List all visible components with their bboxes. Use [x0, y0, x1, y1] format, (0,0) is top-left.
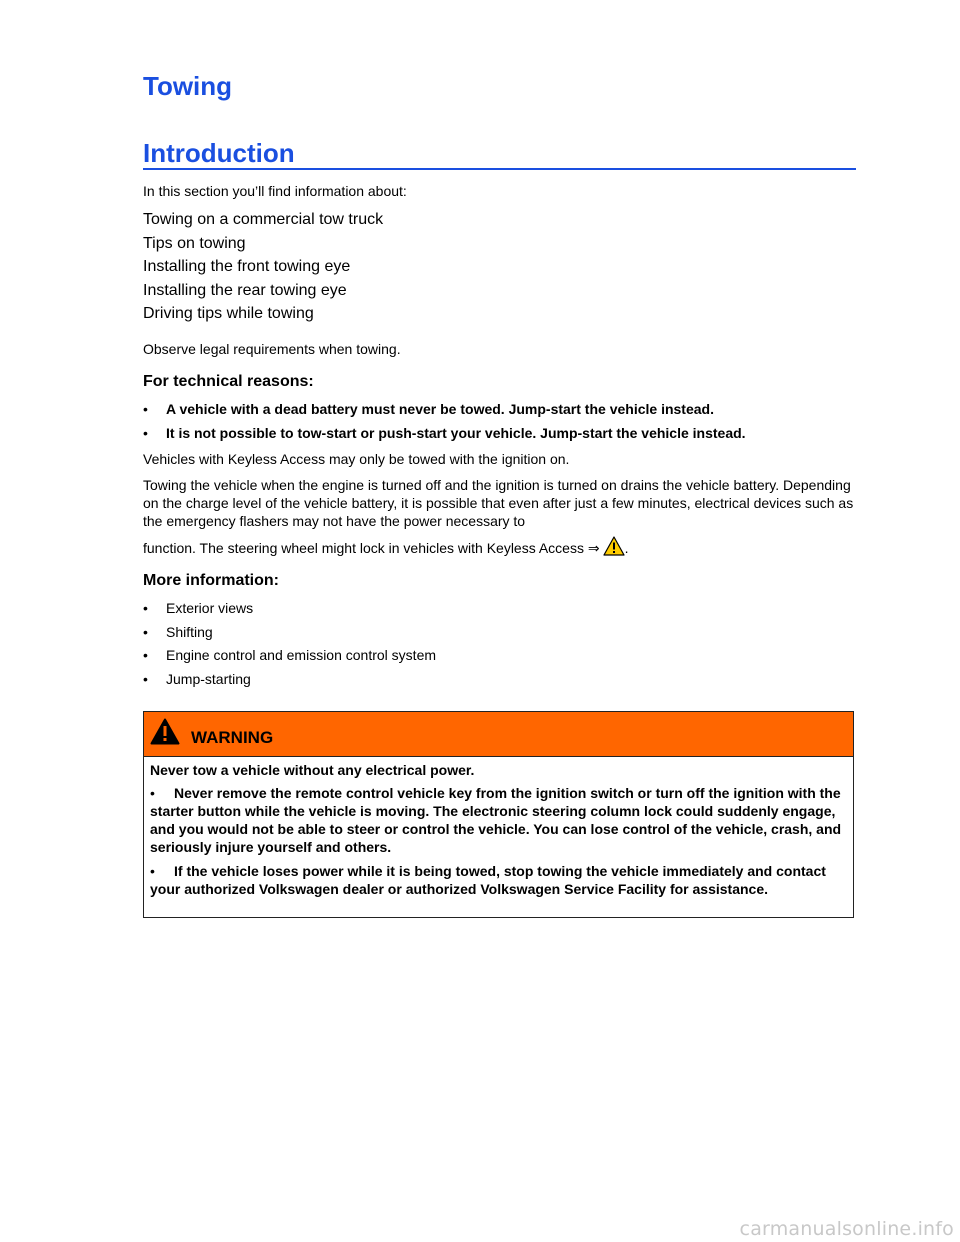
topic-link[interactable]: Towing on a commercial tow truck — [143, 211, 384, 228]
more-info-link[interactable]: • Engine control and emission control system — [143, 646, 436, 664]
more-info-link[interactable]: • Exterior views — [143, 599, 436, 617]
battery-last-text: function. The steering wheel might lock in vehicles with Keyless Access ⇒ — [143, 540, 600, 556]
warning-body — [144, 757, 853, 898]
topic-link[interactable]: Installing the front towing eye — [143, 258, 351, 275]
page-title: Towing — [143, 71, 233, 101]
technical-list — [143, 400, 746, 448]
battery-paragraph — [143, 476, 855, 530]
warning-header — [144, 712, 853, 757]
more-info-list — [143, 599, 436, 693]
warning-triangle-icon[interactable] — [603, 536, 625, 556]
technical-item: • A vehicle with a dead battery must never be towed. Jump-start the vehicle instead. — [143, 400, 746, 418]
topic-link[interactable]: Installing the rear towing eye — [143, 281, 347, 299]
bullet-dot: • — [150, 785, 155, 801]
warning-item-text: If the vehicle loses power while it is being towed, stop towing the vehicle immediately and contact your authorized Volkswagen dealer or authorized Volkswagen Service Facility for assistance. — [150, 863, 826, 897]
more-info-heading: More information: — [143, 572, 279, 589]
topic-list — [143, 208, 383, 326]
section-heading: Introduction — [143, 138, 295, 168]
keyless-note: Vehicles with Keyless Access may only be towed with the ignition on. — [143, 451, 570, 467]
warning-item-text: Never remove the remote control vehicle key from the ignition switch or turn off the ignition with the starter button while the vehicle is moving. The electronic steering column lock could suddenly engage, and you would not be able to steer or control the vehicle. You can lose control of the vehicle, crash, and seriously injure yourself and others. — [150, 785, 842, 855]
warning-item — [150, 862, 847, 898]
lead-text: In this section you’ll find information about: — [143, 183, 407, 199]
topic-link[interactable]: Tips on towing — [143, 234, 246, 252]
more-info-link[interactable]: • Jump-starting — [143, 670, 436, 688]
warning-label: WARNING — [191, 728, 274, 747]
more-info-link[interactable]: • Shifting — [143, 623, 436, 641]
warning-intro: Never tow a vehicle without any electrical power. — [150, 762, 475, 778]
technical-item: • It is not possible to tow-start or push-start your vehicle. Jump-start the vehicle instead. — [143, 424, 746, 442]
battery-end: . — [624, 540, 629, 556]
warning-triangle-icon — [150, 718, 180, 745]
warning-box — [143, 711, 854, 918]
topic-link[interactable]: Driving tips while towing — [143, 305, 314, 322]
technical-heading: For technical reasons: — [143, 373, 314, 390]
heading-rule — [143, 168, 856, 170]
battery-text: Towing the vehicle when the engine is turned off and the ignition is turned on drains the vehicle battery. Depending on the charge level of the vehicle battery, it is possible that even after just a few minutes, electrical devices such as the emergency flashers may not have the power necessary to — [143, 477, 854, 529]
bullet-dot: • — [150, 863, 155, 879]
watermark: carmanualsonline.info — [739, 1218, 954, 1240]
battery-last-line — [143, 536, 855, 557]
warning-item — [150, 784, 847, 856]
legal-note: Observe legal requirements when towing. — [143, 341, 401, 357]
